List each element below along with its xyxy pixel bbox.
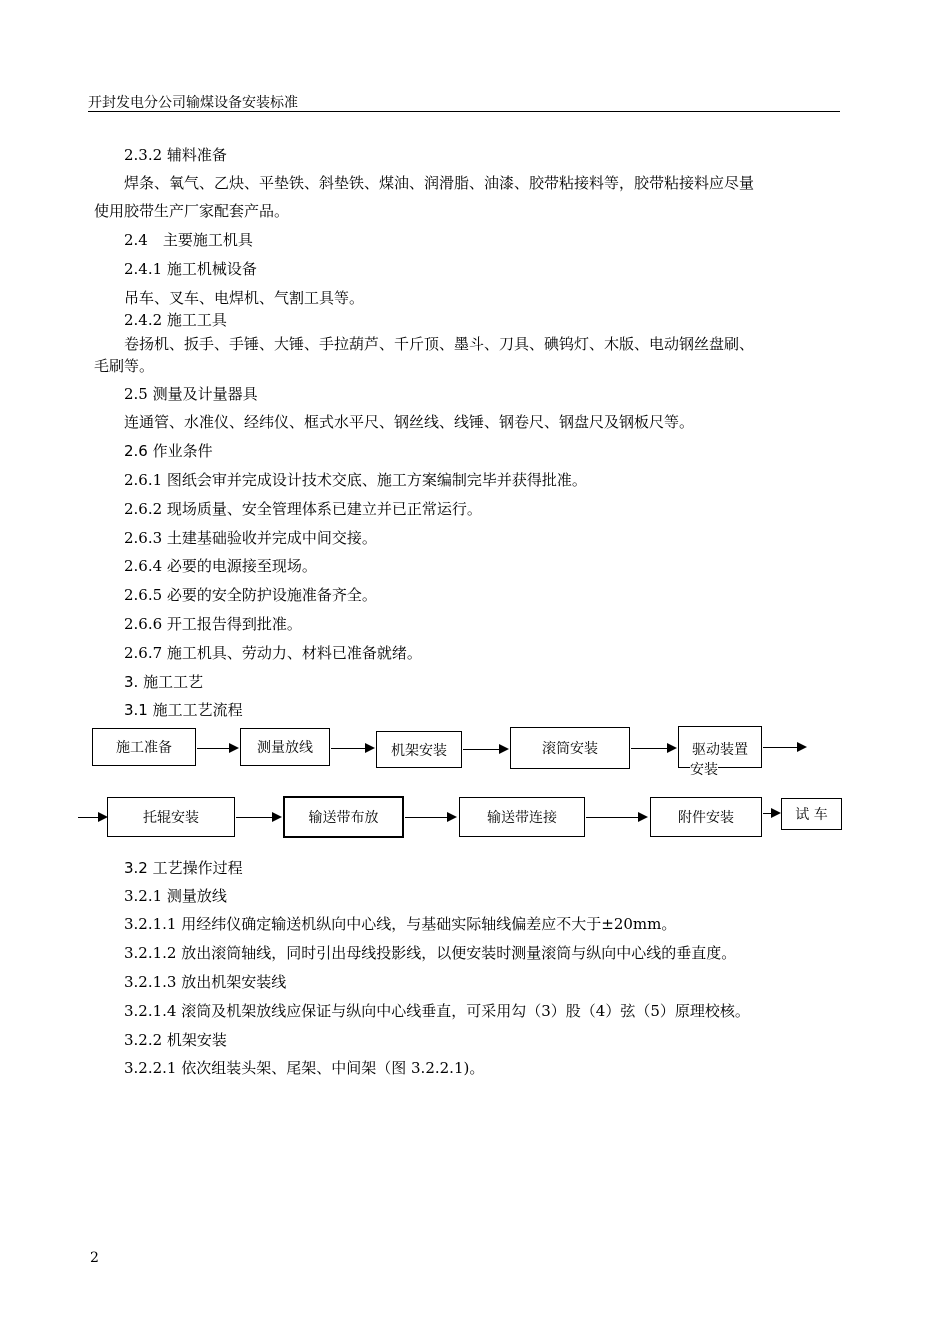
list-item: 2.6.3 土建基础验收并完成中间交接。 — [124, 529, 377, 547]
flow-step-label: 输送带布放 — [308, 810, 379, 826]
list-item: 2.6.4 必要的电源接至现场。 — [124, 557, 317, 575]
flow-step-label: 附件安装 — [678, 810, 734, 826]
paragraph: 毛刷等。 — [94, 357, 155, 375]
section-3-1-title: 3.1 施工工艺流程 — [124, 701, 243, 719]
flow-arrow — [197, 748, 237, 749]
flow-step-pulley — [510, 727, 630, 769]
section-2-4-title: 2.4 主要施工机具 — [124, 231, 253, 249]
flow-arrow — [763, 747, 805, 748]
list-item: 3.2.1.1 用经纬仪确定输送机纵向中心线，与基础实际轴线偏差应不大于±20mm。 — [124, 915, 677, 933]
flow-step-label: 机架安装 — [391, 742, 447, 759]
section-3-title: 3. 施工工艺 — [124, 673, 204, 691]
flow-step-label: 试 车 — [795, 807, 828, 823]
flow-arrow — [78, 817, 106, 818]
flow-step-label: 托辊安装 — [143, 810, 199, 826]
flow-step-label: 驱动装置 — [692, 742, 748, 758]
flow-step-prep — [92, 728, 196, 766]
section-2-4-1-title: 2.4.1 施工机械设备 — [124, 260, 257, 278]
list-item: 2.6.7 施工机具、劳动力、材料已准备就绪。 — [124, 644, 422, 662]
section-2-3-2-title: 2.3.2 辅料准备 — [124, 146, 227, 164]
flow-arrow — [331, 748, 373, 749]
paragraph: 吊车、叉车、电焊机、气割工具等。 — [124, 289, 365, 307]
flow-step-belt-splice — [459, 797, 585, 837]
paragraph: 焊条、氧气、乙炔、平垫铁、斜垫铁、煤油、润滑脂、油漆、胶带粘接料等，胶带粘接料应尽量 — [124, 174, 755, 192]
list-item: 3.2.2.1 依次组装头架、尾架、中间架（图 3.2.2.1)。 — [124, 1059, 485, 1077]
flow-arrow — [405, 817, 455, 818]
header-divider — [88, 111, 840, 112]
flow-arrow — [236, 817, 280, 818]
paragraph: 连通管、水准仪、经纬仪、框式水平尺、钢丝线、线锤、钢卷尺、钢盘尺及钢板尺等。 — [124, 413, 695, 431]
flow-step-drive-label-2: 安装 — [690, 759, 718, 779]
flow-arrow — [586, 817, 646, 818]
list-item: 2.6.6 开工报告得到批准。 — [124, 615, 302, 633]
list-item: 2.6.1 图纸会审并完成设计技术交底、施工方案编制完毕并获得批准。 — [124, 471, 587, 489]
flow-step-idler — [107, 797, 235, 837]
flow-step-belt-laying — [283, 796, 404, 838]
section-3-2-2-title: 3.2.2 机架安装 — [124, 1031, 227, 1049]
list-item: 3.2.1.3 放出机架安装线 — [124, 973, 287, 991]
flow-arrow — [631, 748, 675, 749]
flow-step-accessories — [650, 797, 762, 837]
flow-step-survey — [240, 728, 330, 766]
flow-step-frame — [376, 731, 462, 768]
flow-arrow — [763, 813, 779, 814]
section-3-2-title: 3.2 工艺操作过程 — [124, 859, 243, 877]
section-2-5-title: 2.5 测量及计量器具 — [124, 385, 258, 403]
flow-step-label: 滚筒安装 — [542, 741, 598, 757]
list-item: 3.2.1.4 滚筒及机架放线应保证与纵向中心线垂直，可采用勾（3）股（4）弦（5）原理校核。 — [124, 1002, 750, 1020]
flow-step-trial-run — [781, 798, 842, 830]
section-2-6-title: 2.6 作业条件 — [124, 442, 213, 460]
flow-step-label: 施工准备 — [116, 740, 172, 756]
flow-arrow — [463, 749, 507, 750]
page-number: 2 — [90, 1250, 99, 1266]
list-item: 3.2.1.2 放出滚筒轴线，同时引出母线投影线，以便安装时测量滚筒与纵向中心线的垂直度。 — [124, 944, 737, 962]
flow-step-label: 测量放线 — [257, 740, 313, 756]
paragraph: 使用胶带生产厂家配套产品。 — [94, 202, 290, 220]
document-header: 开封发电分公司输煤设备安装标准 — [88, 95, 298, 111]
section-2-4-2-title: 2.4.2 施工工具 — [124, 311, 227, 329]
paragraph: 卷扬机、扳手、手锤、大锤、手拉葫芦、千斤顶、墨斗、刀具、碘钨灯、木版、电动钢丝盘刷、 — [124, 335, 755, 353]
section-3-2-1-title: 3.2.1 测量放线 — [124, 887, 227, 905]
list-item: 2.6.5 必要的安全防护设施准备齐全。 — [124, 586, 377, 604]
flow-step-label: 输送带连接 — [487, 810, 557, 826]
list-item: 2.6.2 现场质量、安全管理体系已建立并已正常运行。 — [124, 500, 482, 518]
